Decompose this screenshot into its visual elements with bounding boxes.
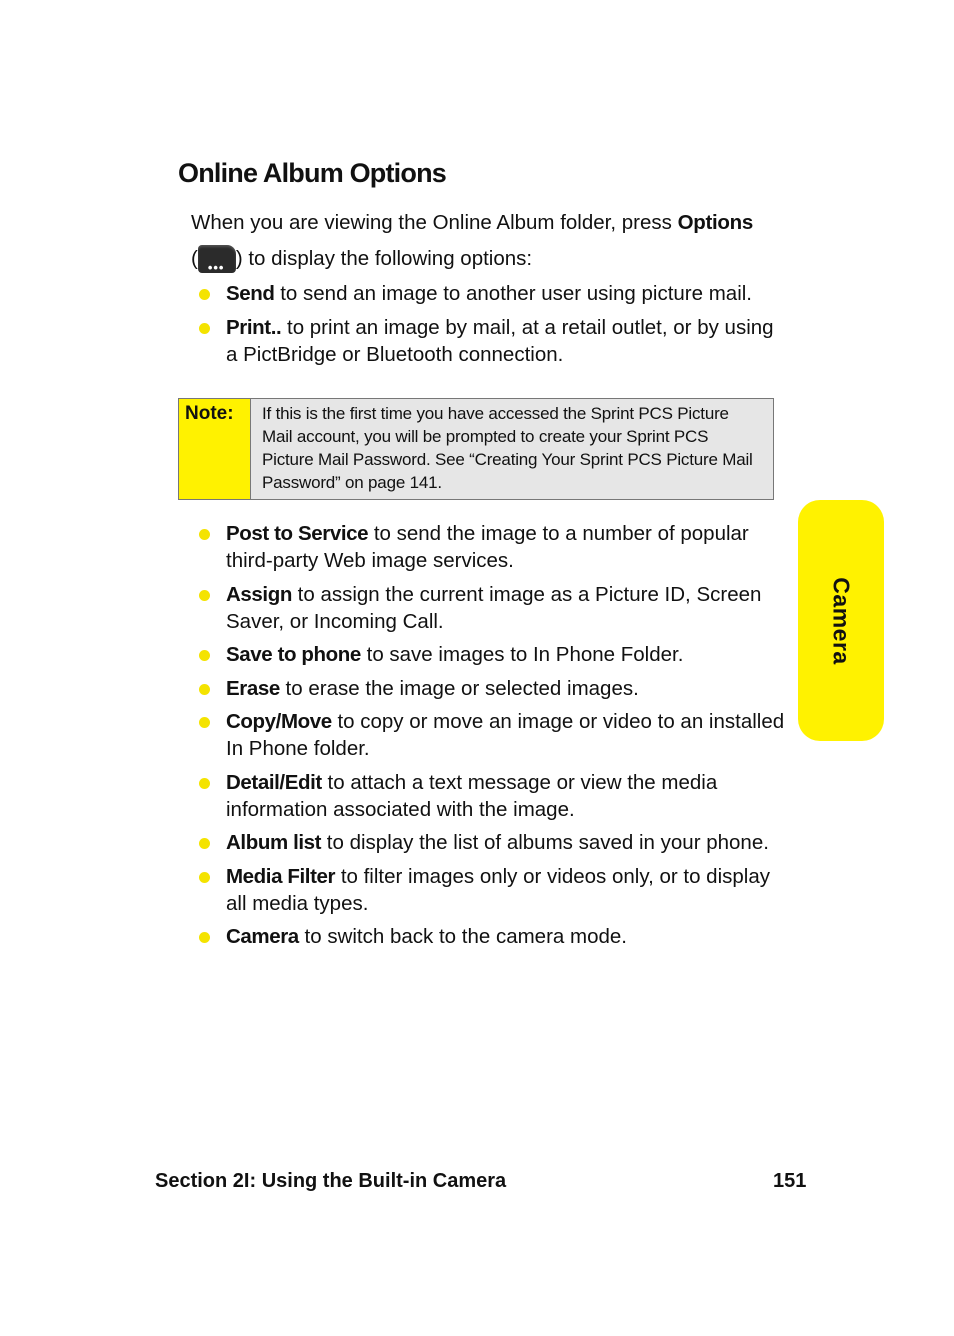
- option-label: Erase: [226, 676, 280, 700]
- option-desc: to switch back to the camera mode.: [298, 925, 627, 948]
- page-title: Online Album Options: [178, 158, 446, 188]
- list-item: [196, 641, 786, 668]
- note-text: If this is the first time you have accessed the Sprint PCS Picture Mail account, you will be prompted to create your Sprint PCS Picture Mail Password. See “Creating Your Sprint PCS Picture Mail Password” on page 141.: [251, 399, 773, 499]
- option-label: Camera: [226, 925, 299, 948]
- list-item: [196, 863, 786, 917]
- option-desc: to save images to In Phone Folder.: [360, 643, 684, 666]
- key-dots: •••: [207, 260, 225, 275]
- option-label: Post to Service: [226, 522, 369, 545]
- option-list-bottom: [196, 520, 786, 957]
- options-softkey-icon: [198, 245, 236, 273]
- bullet-icon: [199, 872, 210, 883]
- list-item: [196, 829, 786, 856]
- bullet-icon: [199, 932, 210, 943]
- option-desc: to copy or move an image or video to an installed In Phone folder.: [226, 710, 785, 760]
- list-item: [196, 314, 786, 368]
- option-desc: to display the list of albums saved in your phone.: [321, 831, 769, 854]
- option-desc: to print an image by mail, at a retail outlet, or by using a PictBridge or Bluetooth connection.: [226, 315, 774, 366]
- option-desc: to erase the image or selected images.: [279, 676, 639, 700]
- option-label: Detail/Edit: [226, 770, 322, 794]
- bullet-icon: [199, 684, 210, 695]
- bullet-icon: [199, 590, 210, 601]
- list-item: [196, 280, 786, 307]
- list-item: [196, 520, 786, 574]
- option-label: Copy/Move: [226, 710, 332, 733]
- footer-page-number: 151: [773, 1170, 807, 1192]
- option-label: Send: [226, 282, 275, 305]
- list-item: [196, 581, 786, 635]
- note-box: [178, 398, 774, 500]
- option-label: Media Filter: [226, 864, 336, 888]
- option-desc: to filter images only or videos only, or to display all media types.: [226, 864, 770, 915]
- bullet-icon: [199, 323, 210, 334]
- option-list-top: [196, 280, 786, 374]
- bullet-icon: [199, 717, 210, 728]
- intro-text-2: ) to display the following options:: [235, 247, 533, 270]
- bullet-icon: [199, 529, 210, 540]
- option-desc: to send an image to another user using picture mail.: [274, 282, 752, 305]
- intro-text: When you are viewing the Online Album folder, press: [191, 211, 678, 234]
- option-label: Assign: [226, 582, 292, 606]
- open-paren: (: [191, 247, 198, 270]
- note-label: Note:: [179, 399, 251, 499]
- list-item: [196, 923, 786, 950]
- section-side-tab: [798, 500, 884, 741]
- list-item: [196, 769, 786, 823]
- option-desc: to assign the current image as a Picture ID, Screen Saver, or Incoming Call.: [226, 582, 762, 633]
- list-item: [196, 708, 786, 762]
- option-label: Album list: [226, 831, 322, 854]
- bullet-icon: [199, 778, 210, 789]
- option-label: Save to phone: [226, 643, 361, 666]
- side-tab-label: Camera: [828, 576, 855, 665]
- bullet-icon: [199, 289, 210, 300]
- bullet-icon: [199, 838, 210, 849]
- option-desc: to send the image to a number of popular third-party Web image services.: [226, 522, 749, 572]
- options-key-label: Options: [677, 211, 753, 234]
- bullet-icon: [199, 650, 210, 661]
- list-item: [196, 675, 786, 702]
- footer-section-title: Section 2I: Using the Built-in Camera: [155, 1170, 507, 1192]
- option-desc: to attach a text message or view the media information associated with the image.: [226, 770, 718, 821]
- intro-paragraph: [191, 205, 791, 277]
- option-label: Print..: [226, 315, 282, 339]
